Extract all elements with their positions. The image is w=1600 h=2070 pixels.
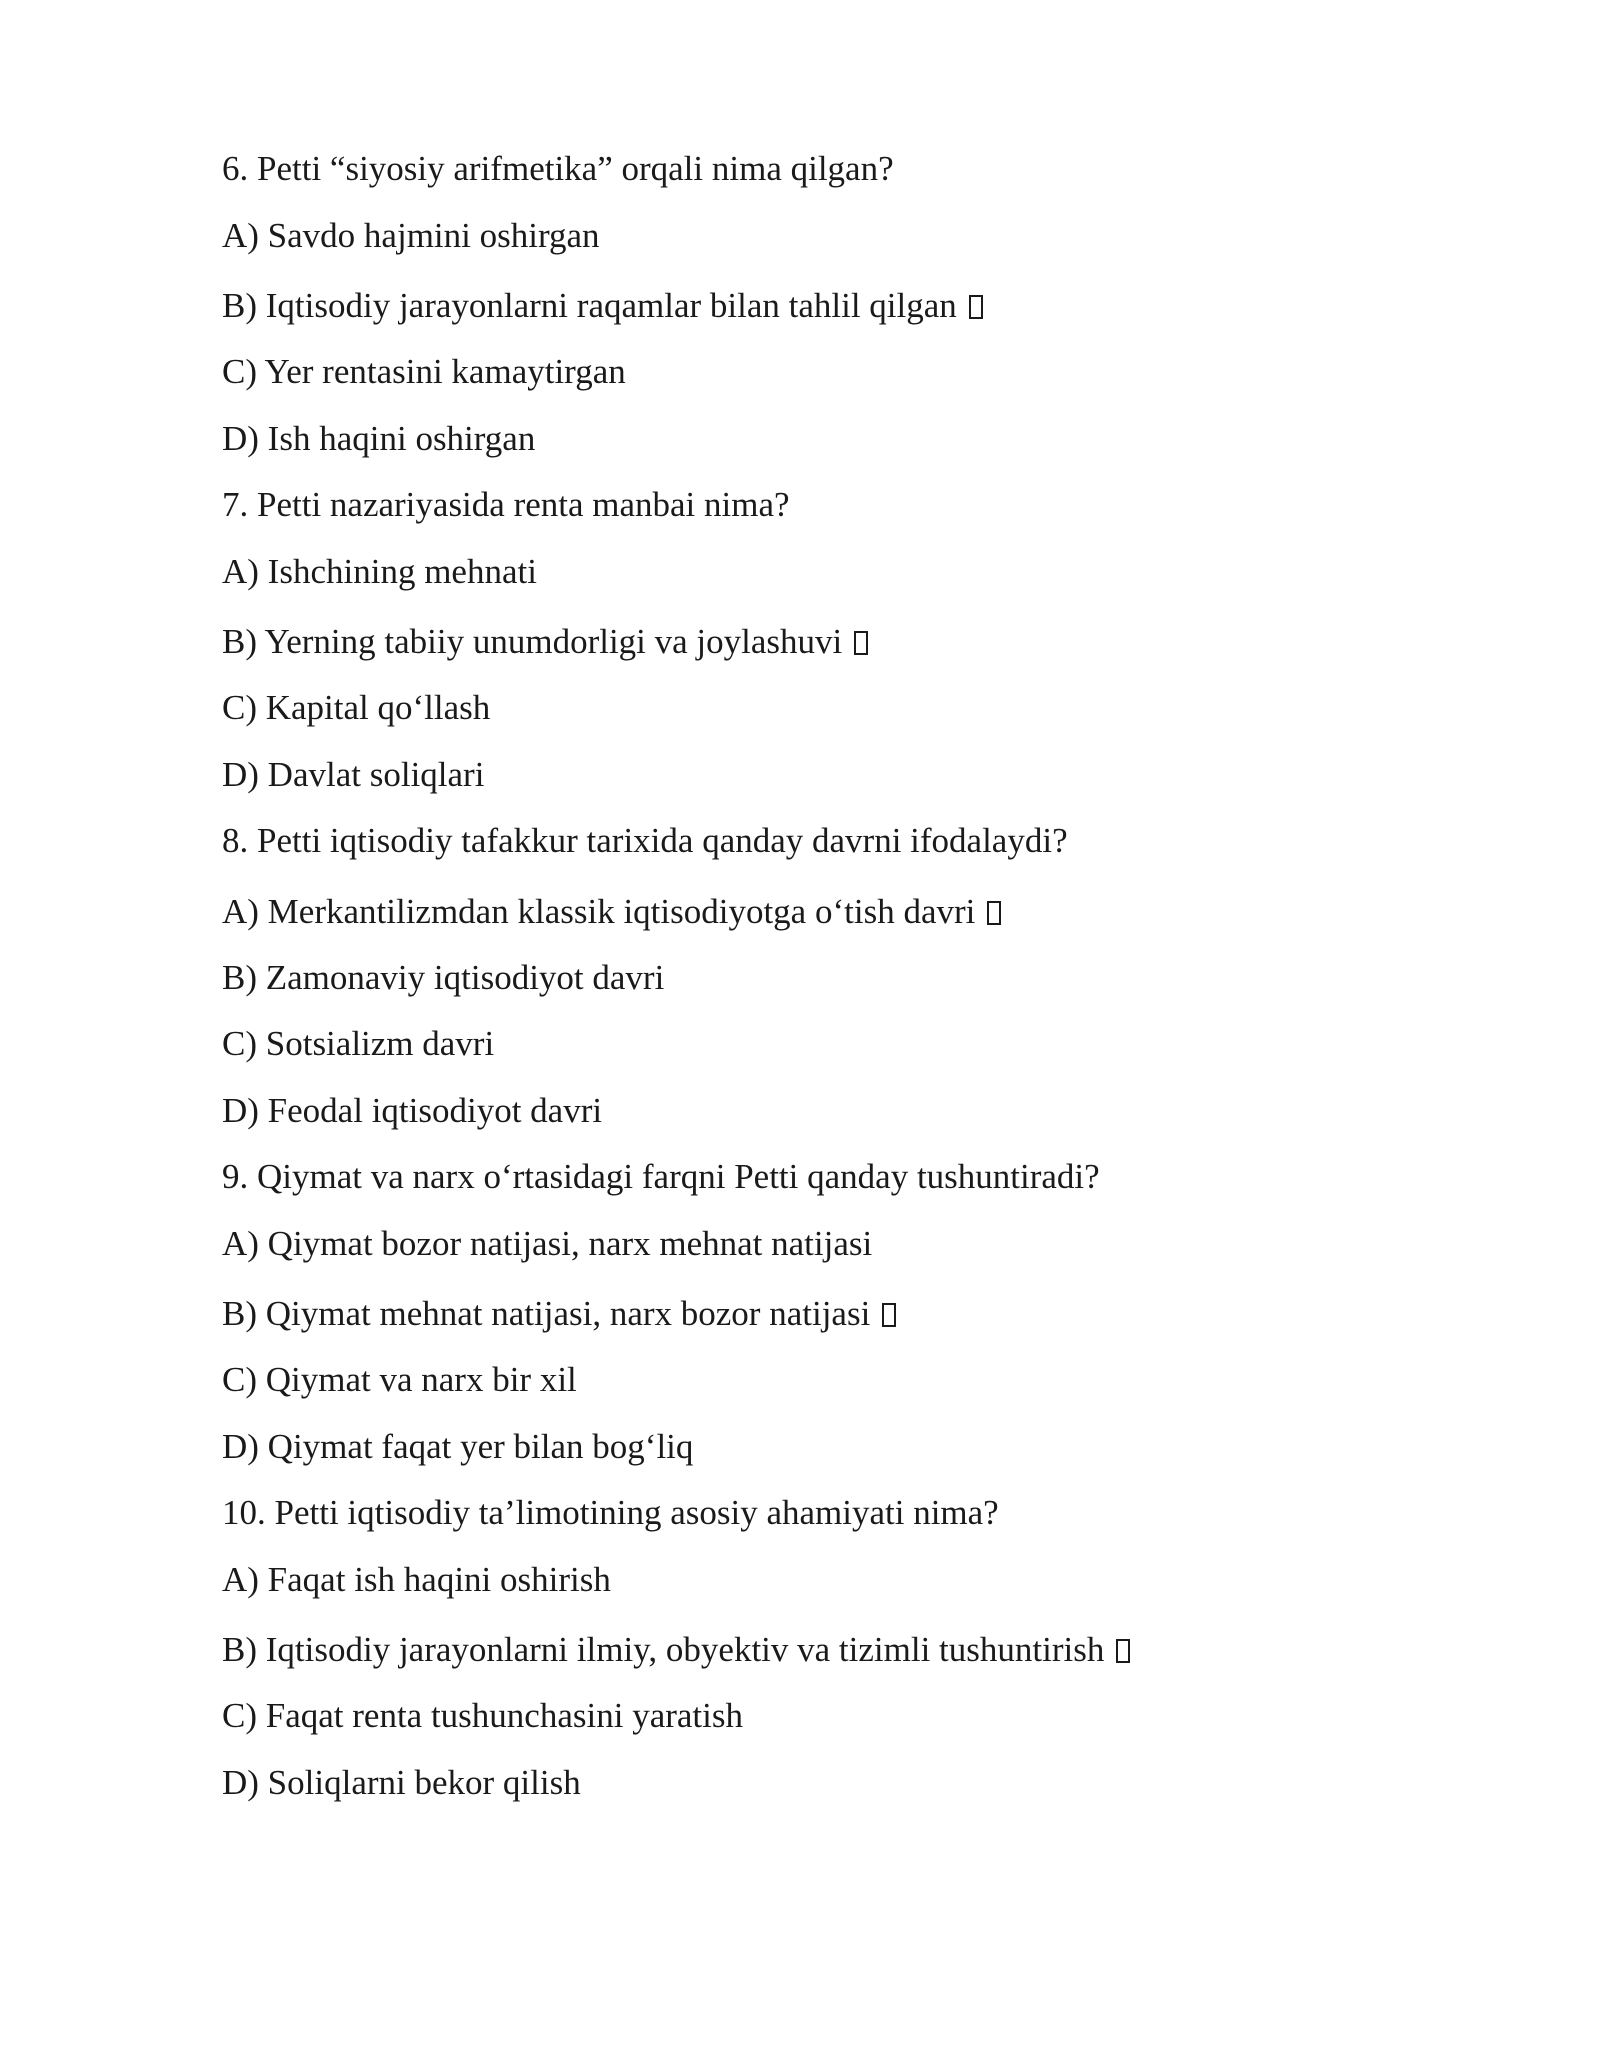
answer-option-text: B) Iqtisodiy jarayonlarni raqamlar bilan tahlil qilgan bbox=[222, 286, 957, 325]
answer-option bbox=[222, 957, 1422, 1024]
checkmark-box-icon bbox=[969, 295, 983, 319]
answer-option bbox=[222, 1223, 1422, 1290]
answer-option bbox=[222, 1559, 1422, 1626]
answer-option-text: D) Soliqlarni bekor qilish bbox=[222, 1762, 581, 1802]
answer-option-text: D) Ish haqini oshirgan bbox=[222, 418, 536, 458]
answer-option-text: A) Faqat ish haqini oshirish bbox=[222, 1559, 611, 1599]
answer-option-marked bbox=[222, 887, 1422, 957]
answer-option-text: D) Feodal iqtisodiyot davri bbox=[222, 1090, 603, 1130]
answer-option bbox=[222, 1762, 1422, 1829]
answer-option bbox=[222, 1426, 1422, 1493]
answer-option-text: A) Merkantilizmdan klassik iqtisodiyotga o‘tish davri bbox=[222, 891, 976, 931]
answer-option-text: A) Ishchining mehnati bbox=[222, 551, 537, 591]
checkmark-box-icon bbox=[987, 901, 1001, 925]
answer-option-text: D) Davlat soliqlari bbox=[222, 754, 485, 794]
answer-option-text: C) Yer rentasini kamaytirgan bbox=[222, 352, 626, 391]
question-text: 7. Petti nazariyasida renta manbai nima? bbox=[222, 485, 790, 524]
question-text: 9. Qiymat va narx o‘rtasidagi farqni Petti qanday tushuntiradi? bbox=[222, 1157, 1100, 1196]
answer-option bbox=[222, 351, 1422, 418]
answer-option-text: C) Kapital qo‘llash bbox=[222, 688, 491, 727]
answer-option bbox=[222, 687, 1422, 754]
answer-option-text: C) Faqat renta tushunchasini yaratish bbox=[222, 1696, 743, 1735]
answer-option bbox=[222, 754, 1422, 821]
question-text: 6. Petti “siyosiy arifmetika” orqali nima qilgan? bbox=[222, 149, 894, 188]
answer-option-text: B) Yerning tabiiy unumdorligi va joylashuvi bbox=[222, 622, 843, 661]
answer-option-marked bbox=[222, 281, 1422, 351]
answer-option bbox=[222, 1023, 1422, 1090]
checkmark-box-icon bbox=[854, 631, 868, 655]
answer-option-text: B) Iqtisodiy jarayonlarni ilmiy, obyektiv va tizimli tushuntirish bbox=[222, 1630, 1105, 1669]
answer-option-marked bbox=[222, 1625, 1422, 1695]
answer-option bbox=[222, 1359, 1422, 1426]
answer-option-marked bbox=[222, 1289, 1422, 1359]
answer-option-text: C) Qiymat va narx bir xil bbox=[222, 1360, 577, 1399]
answer-option-text: D) Qiymat faqat yer bilan bog‘liq bbox=[222, 1426, 694, 1466]
answer-option bbox=[222, 418, 1422, 485]
checkmark-box-icon bbox=[882, 1303, 896, 1327]
answer-option-text: A) Savdo hajmini oshirgan bbox=[222, 215, 600, 255]
answer-option bbox=[222, 1090, 1422, 1157]
question-text: 10. Petti iqtisodiy ta’limotining asosiy ahamiyati nima? bbox=[222, 1493, 999, 1532]
answer-option-marked bbox=[222, 617, 1422, 687]
question-text: 8. Petti iqtisodiy tafakkur tarixida qanday davrni ifodalaydi? bbox=[222, 821, 1068, 860]
answer-option bbox=[222, 215, 1422, 282]
answer-option bbox=[222, 1695, 1422, 1762]
answer-option-text: A) Qiymat bozor natijasi, narx mehnat natijasi bbox=[222, 1223, 873, 1263]
checkmark-box-icon bbox=[1116, 1639, 1130, 1663]
quiz-list bbox=[222, 148, 1422, 1828]
answer-option-text: B) Qiymat mehnat natijasi, narx bozor natijasi bbox=[222, 1294, 871, 1333]
answer-option-text: B) Zamonaviy iqtisodiyot davri bbox=[222, 957, 665, 997]
answer-option bbox=[222, 551, 1422, 618]
answer-option-text: C) Sotsializm davri bbox=[222, 1024, 495, 1063]
